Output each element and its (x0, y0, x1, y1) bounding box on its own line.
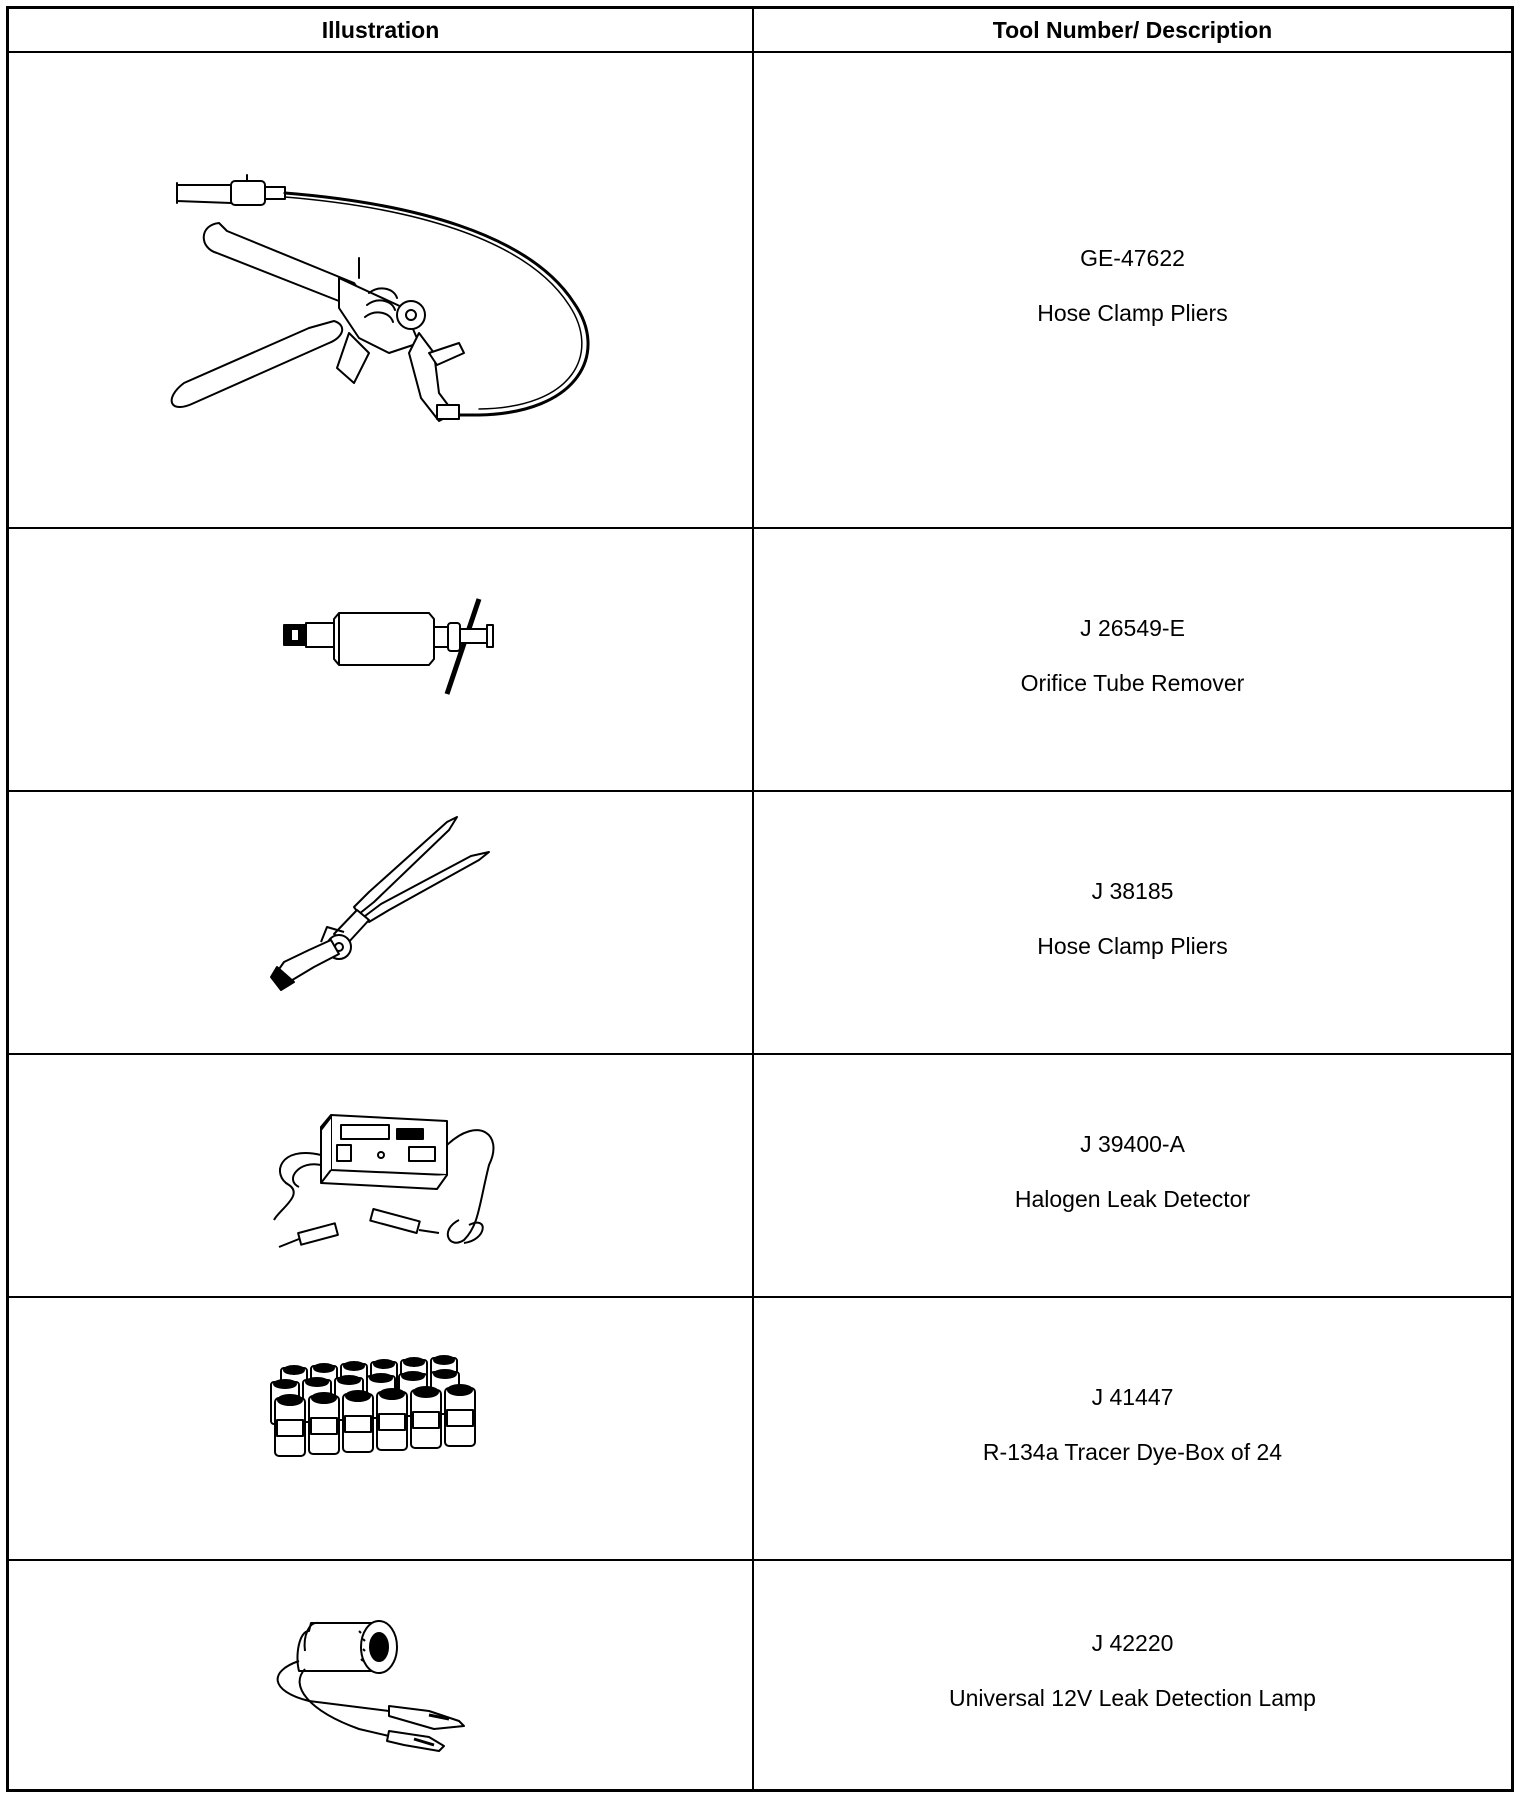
tool-number: J 42220 (1091, 1630, 1174, 1657)
description-cell (754, 529, 1511, 790)
table-row (9, 792, 1511, 1055)
table-row (9, 1561, 1511, 1789)
description-cell (754, 1055, 1511, 1296)
table-row (9, 1298, 1511, 1561)
table-row (9, 1055, 1511, 1298)
illustration-column-header: Illustration (9, 9, 754, 51)
special-tools-table (6, 6, 1514, 1792)
tool-description: Halogen Leak Detector (1014, 1185, 1251, 1212)
tool-description: Universal 12V Leak Detection Lamp (949, 1685, 1316, 1711)
tracer-dye-bottles-icon (9, 1298, 754, 1559)
illustration-cell (9, 1298, 754, 1559)
description-column-header: Tool Number/ Description (992, 16, 1273, 43)
description-cell (754, 53, 1511, 527)
tool-number: J 39400-A (1080, 1130, 1185, 1157)
description-cell (754, 1298, 1511, 1559)
orifice-tube-remover-icon (9, 529, 754, 790)
table-row (9, 529, 1511, 792)
illustration-cell (9, 529, 754, 790)
illustration-cell (9, 792, 754, 1053)
tool-number: J 26549-E (1080, 614, 1185, 641)
tool-description: Orifice Tube Remover (1020, 669, 1245, 696)
tool-number: J 38185 (1091, 877, 1174, 904)
tool-number: GE-47622 (1080, 245, 1185, 272)
tool-number: J 41447 (1091, 1383, 1174, 1410)
hose-clamp-pliers-icon (9, 792, 754, 1053)
remote-hose-clamp-pliers-icon (9, 53, 754, 527)
leak-detection-lamp-icon (9, 1561, 754, 1789)
illustration-cell (9, 1055, 754, 1296)
tool-description: Hose Clamp Pliers (1037, 932, 1228, 959)
description-cell (754, 1561, 1511, 1789)
halogen-leak-detector-icon (9, 1055, 754, 1296)
illustration-cell (9, 1561, 754, 1789)
description-cell (754, 792, 1511, 1053)
table-header-row (9, 9, 1511, 53)
tool-description: Hose Clamp Pliers (1037, 300, 1228, 326)
table-row (9, 53, 1511, 529)
tool-description: R-134a Tracer Dye-Box of 24 (982, 1438, 1283, 1465)
illustration-cell (9, 53, 754, 527)
